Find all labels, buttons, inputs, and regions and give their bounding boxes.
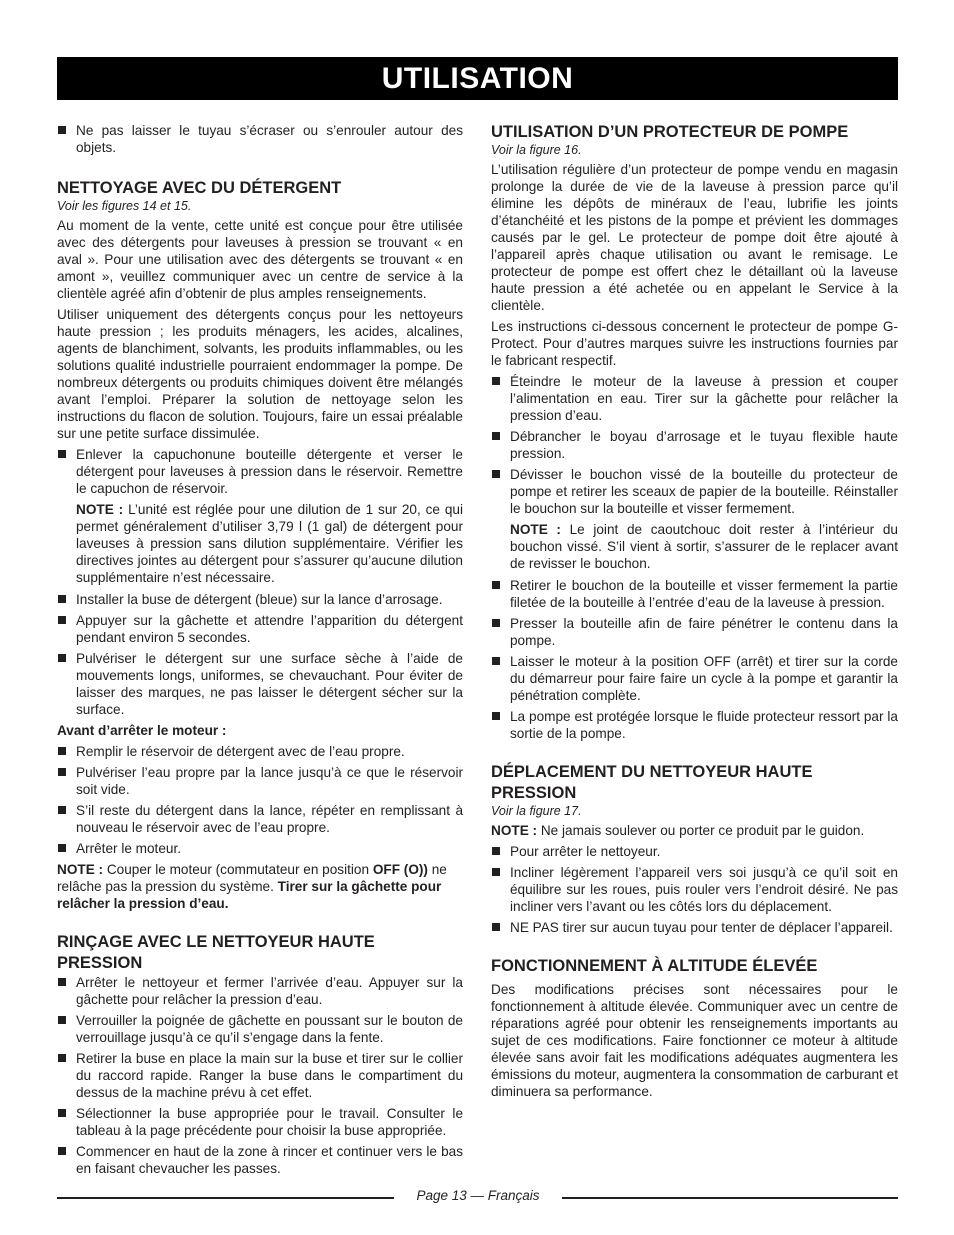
square-bullet-icon: [58, 595, 66, 603]
square-bullet-icon: [492, 712, 500, 720]
list-item: [57, 802, 463, 836]
section-heading-moving: DÉPLACEMENT DU NETTOYEUR HAUTE PRESSION: [491, 763, 813, 802]
list-item-text: Verrouiller la poignée de gâchette en poussant sur le bouton de verrouillage jusqu’à ce qu’il s’engage dans la fente.: [76, 1013, 463, 1045]
list-item: [491, 428, 898, 462]
rinse-steps: [57, 974, 463, 1177]
note-bold: Tirer sur la gâchette pour relâcher la pression d’eau.: [57, 879, 442, 911]
square-bullet-icon: [492, 619, 500, 627]
square-bullet-icon: [58, 1054, 66, 1062]
page-title: UTILISATION: [57, 57, 898, 100]
square-bullet-icon: [58, 1147, 66, 1155]
pump-protector-steps-2: [491, 577, 898, 742]
list-item-text: La pompe est protégée lorsque le fluide protecteur ressort par la sortie de la pompe.: [510, 709, 898, 741]
list-item-text: Appuyer sur la gâchette et attendre l’apparition du détergent pendant environ 5 secondes.: [76, 613, 463, 645]
square-bullet-icon: [58, 616, 66, 624]
square-bullet-icon: [492, 581, 500, 589]
list-item: [57, 1050, 463, 1101]
footer-rule-right: [562, 1197, 898, 1199]
list-item: [57, 1105, 463, 1139]
list-item: [57, 1143, 463, 1177]
footer-rule-left: [57, 1197, 394, 1199]
figure-reference: Voir la figure 17.: [491, 804, 582, 818]
list-item-text: Arrêter le moteur.: [76, 841, 182, 856]
note-label: NOTE :: [510, 522, 561, 537]
square-bullet-icon: [492, 470, 500, 478]
square-bullet-icon: [58, 844, 66, 852]
list-item-text: Retirer le bouchon de la bouteille et visser fermement la partie filetée de la bouteille à l’entrée d’eau de la laveuse à pression.: [510, 578, 898, 610]
list-item-text: Commencer en haut de la zone à rincer et continuer vers le bas en faisant chevaucher les passes.: [76, 1144, 463, 1176]
list-item: [491, 864, 898, 915]
list-item: [491, 373, 898, 424]
note-text: Le joint de caoutchouc doit rester à l’intérieur du bouchon vissé. S’il vient à sortir, s’assurer de le replacer avant de revisser le bouchon.: [510, 522, 898, 571]
intro-list: [57, 122, 463, 156]
note: [491, 521, 898, 572]
note-text: ne relâche pas la pression du système.: [57, 862, 447, 894]
detergent-steps-2: [57, 591, 463, 718]
paragraph: Au moment de la vente, cette unité est conçue pour être utilisée avec des détergents pour laveuses à pression se trouvant « en aval ». Pour une utilisation avec des détergents se trouvant « en amont », veuillez communiquer avec un centre de service à la clientèle agréé afin d’obtenir de plus amples renseignements.: [57, 218, 463, 301]
list-item: [57, 650, 463, 718]
square-bullet-icon: [58, 1109, 66, 1117]
note-engine-off: [57, 861, 463, 912]
paragraph: L’utilisation régulière d’un protecteur de pompe vendu en magasin prolonge la durée de vie de la laveuse à pression parce qu’il élimine les dépôts de minéraux de l’eau, lubrifie les joints d’étanchéité et les pistons de la pompe et prévient les dommages causés par le gel. Le protecteur de pompe doit être ajouté à l’appareil après chaque utilisation ou avant le remisage. Le protecteur de pompe est offert chez le détaillant où la laveuse haute pression a été achetée ou en appelant le Service à la clientèle.: [491, 162, 898, 313]
list-item: [57, 1012, 463, 1046]
square-bullet-icon: [58, 806, 66, 814]
figure-reference: Voir la figure 16.: [491, 143, 582, 157]
square-bullet-icon: [492, 432, 500, 440]
list-item: [57, 122, 463, 156]
list-item-text: Remplir le réservoir de détergent avec de l’eau propre.: [76, 744, 405, 759]
list-item-text: Débrancher le boyau d’arrosage et le tuyau flexible haute pression.: [510, 429, 898, 461]
paragraph: Des modifications précises sont nécessaires pour le fonctionnement à altitude élevée. Communiquer avec un centre de réparations agréé pour obtenir les renseignements importants au sujet de ces modifications. Faire fonctionner ce moteur à altitude élevée sans avoir fait les modifications adéquates augmentera les émissions du moteur, augmentera la consommation de carburant et diminuera sa performance.: [491, 982, 898, 1099]
square-bullet-icon: [58, 450, 66, 458]
list-item-text: Laisser le moteur à la position OFF (arrêt) et tirer sur la corde du démarreur pour faire faire un cycle à la pompe et garantir la pénétration complète.: [510, 654, 898, 703]
list-item-text: Arrêter le nettoyeur et fermer l’arrivée d’eau. Appuyer sur la gâchette pour relâcher la pression d’eau.: [76, 975, 463, 1007]
section-heading-rinse: RINÇAGE AVEC LE NETTOYEUR HAUTE PRESSION: [57, 933, 375, 972]
paragraph: Utiliser uniquement des détergents conçus pour les nettoyeurs haute pression ; les produits ménagers, les acides, alcalines, agents de blanchiment, solvants, les produits inflammables, ou les solutions qualité industrielle pourraient endommager la pompe. De nombreux détergents ou produits chimiques doivent être mélangés avant l’emploi. Préparer la solution de nettoyage selon les instructions du flacon de solution. Toujours, faire un essai préalable sur une petite surface dissimulée.: [57, 307, 463, 441]
list-item: [491, 843, 898, 860]
note-text: Ne jamais soulever ou porter ce produit par le guidon.: [537, 823, 865, 838]
list-item: [57, 764, 463, 798]
list-item-text: NE PAS tirer sur aucun tuyau pour tenter de déplacer l’appareil.: [510, 920, 893, 935]
list-item: [57, 591, 463, 608]
note-text: Couper le moteur (commutateur en position: [103, 862, 373, 877]
list-item: [491, 615, 898, 649]
square-bullet-icon: [58, 747, 66, 755]
list-item: [57, 840, 463, 857]
list-item: [57, 612, 463, 646]
list-item-text: Retirer la buse en place la main sur la buse et tirer sur le collier du raccord rapide. Ranger la buse dans le compartiment du dessus de la machine prévu à cet effet.: [76, 1051, 463, 1100]
list-item-text: Presser la bouteille afin de faire pénétrer le contenu dans la pompe.: [510, 616, 898, 648]
list-item: [491, 708, 898, 742]
square-bullet-icon: [492, 377, 500, 385]
list-item: [57, 446, 463, 497]
subheading-before-stop: Avant d’arrêter le moteur :: [57, 723, 227, 738]
list-item: [57, 743, 463, 760]
note: [491, 822, 898, 839]
note: [57, 501, 463, 586]
right-column: [491, 122, 898, 1104]
paragraph: Les instructions ci-dessous concernent le protecteur de pompe G-Protect. Pour d’autres marques suivre les instructions fournies par le fabricant respectif.: [491, 319, 898, 368]
list-item: [491, 466, 898, 517]
square-bullet-icon: [492, 923, 500, 931]
note-label: NOTE :: [57, 862, 104, 877]
pump-protector-steps: [491, 373, 898, 517]
square-bullet-icon: [58, 768, 66, 776]
note-bold: OFF (O)): [372, 862, 428, 877]
note-label: NOTE :: [76, 502, 124, 517]
square-bullet-icon: [58, 126, 66, 134]
square-bullet-icon: [58, 1016, 66, 1024]
list-item-text: S’il reste du détergent dans la lance, répéter en remplissant à nouveau le réservoir avec de l’eau propre.: [76, 803, 463, 835]
list-item-text: Pour arrêter le nettoyeur.: [510, 844, 661, 859]
square-bullet-icon: [58, 978, 66, 986]
list-item-text: Enlever la capuchonune bouteille détergente et verser le détergent pour laveuses à pression dans le réservoir. Remettre le capuchon de réservoir.: [76, 447, 463, 496]
square-bullet-icon: [58, 654, 66, 662]
before-stop-steps: [57, 743, 463, 857]
list-item-text: Sélectionner la buse appropriée pour le travail. Consulter le tableau à la page précédente pour choisir la buse appropriée.: [76, 1106, 463, 1138]
list-item-text: Ne pas laisser le tuyau s’écraser ou s’enrouler autour des objets.: [76, 123, 463, 155]
square-bullet-icon: [492, 868, 500, 876]
list-item: [491, 653, 898, 704]
list-item: [491, 577, 898, 611]
section-heading-pump-protector: UTILISATION D’UN PROTECTEUR DE POMPE: [491, 123, 849, 141]
square-bullet-icon: [492, 847, 500, 855]
list-item-text: Incliner légèrement l’appareil vers soi jusqu’à ce qu’il soit en équilibre sur les roues, puis rouler vers l’endroit désiré. Ne pas incliner vers l’avant ou les côtés lors du déplacement.: [510, 865, 898, 914]
list-item: [57, 974, 463, 1008]
square-bullet-icon: [492, 657, 500, 665]
list-item-text: Installer la buse de détergent (bleue) sur la lance d’arrosage.: [76, 592, 443, 607]
moving-steps: [491, 843, 898, 936]
list-item-text: Éteindre le moteur de la laveuse à pression et couper l’alimentation en eau. Tirer sur la gâchette pour relâcher la pression d’eau.: [510, 374, 898, 423]
detergent-steps: [57, 446, 463, 497]
list-item: [491, 919, 898, 936]
section-heading-altitude: FONCTIONNEMENT À ALTITUDE ÉLEVÉE: [491, 957, 818, 975]
list-item-text: Pulvériser l’eau propre par la lance jusqu’à ce que le réservoir soit vide.: [76, 765, 463, 797]
list-item-text: Pulvériser le détergent sur une surface sèche à l’aide de mouvements longs, uniformes, se chevauchant. Pour éviter de laisser des marques, ne pas laisser le détergent sécher sur la surface.: [76, 651, 463, 717]
list-item-text: Dévisser le bouchon vissé de la bouteille du protecteur de pompe et retirer les sceaux de papier de la bouteille. Réinstaller le bouchon sur la bouteille et visser fermement.: [510, 467, 898, 516]
note-text: L’unité est réglée pour une dilution de 1 sur 20, ce qui permet généralement d’utiliser 3,79 l (1 gal) de détergent pour laveuses à pression sans dilution supplémentaire. Vérifier les directives jointes au détergent pour s’assurer qu’aucune dilution supplémentaire n’est nécessaire.: [76, 502, 463, 585]
note-label: NOTE :: [491, 823, 538, 838]
left-column: [57, 122, 463, 1181]
section-heading-detergent: NETTOYAGE AVEC DU DÉTERGENT: [57, 179, 342, 197]
page-footer: Page 13 — Français: [416, 1188, 540, 1203]
figure-reference: Voir les figures 14 et 15.: [57, 199, 192, 213]
